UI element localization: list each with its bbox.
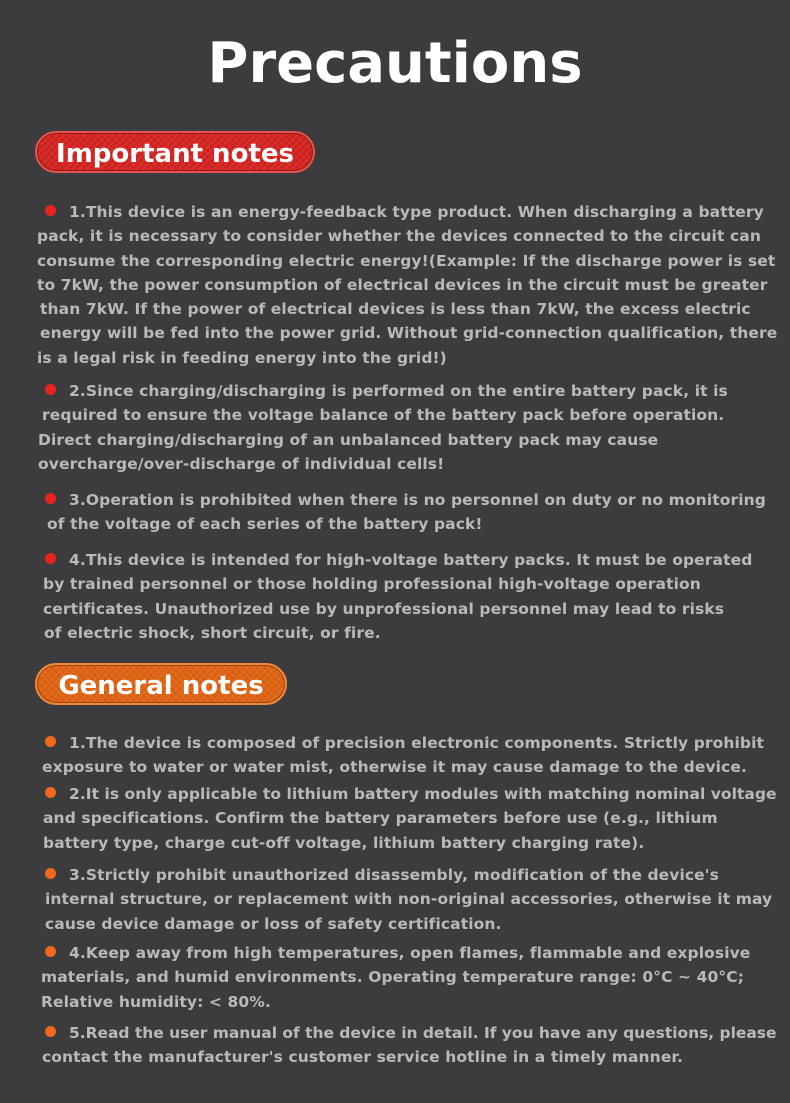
general-note-5: 5.Read the user manual of the device in detail. If you have any questions, please contact the manufacturer's customer service hotline in a timely manner.: [42, 1024, 777, 1067]
bullet-icon: [45, 1026, 56, 1037]
general-notes-badge: General notes: [35, 663, 287, 705]
page-title: Precautions: [207, 31, 583, 96]
bullet-icon: [45, 868, 56, 879]
bullet-icon: [45, 493, 56, 504]
important-note-2: 2.Since charging/discharging is performed on the entire battery pack, it is required to ensure the voltage balance of the battery pack before operation. Direct charging/discharging of an unbalanced battery pack may cause overcharge/over-discharge of individual cells!: [38, 382, 728, 473]
important-notes-badge: Important notes: [35, 131, 315, 173]
general-note-2: 2.It is only applicable to lithium battery modules with matching nominal voltage and specifications. Confirm the battery parameters before use (e.g., lithium battery type, charge cut-off voltage, lithium battery charging rate).: [43, 785, 777, 852]
bullet-icon: [45, 205, 56, 216]
general-note-4: 4.Keep away from high temperatures, open flames, flammable and explosive materials, and humid environments. Operating temperature range: 0°C ~ 40°C; Relative humidity: < 80%.: [41, 944, 751, 1011]
bullet-icon: [45, 736, 56, 747]
bullet-icon: [45, 787, 56, 798]
general-note-3: 3.Strictly prohibit unauthorized disassembly, modification of the device's internal structure, or replacement with non-original accessories, otherwise it may cause device damage or loss of safety certification.: [45, 866, 773, 933]
important-note-4: 4.This device is intended for high-voltage battery packs. It must be operated by trained personnel or those holding professional high-voltage operation certificates. Unauthorized use by unprofessional personnel may lead to risks of electric shock, short circuit, or fire.: [43, 551, 753, 642]
bullet-icon: [45, 946, 56, 957]
important-note-1: 1.This device is an energy-feedback type product. When discharging a battery pack, it is necessary to consider whether the devices connected to the circuit can consume the corresponding electric energy!(Example: If the discharge power is set to 7kW, the power consumption of electrical devices in the circuit must be greater than 7kW. If the power of electrical devices is less than 7kW, the excess electric energy will be fed into the power grid. Without grid-connection qualification, there is a legal risk in feeding energy into the grid!): [37, 203, 778, 367]
important-note-3: 3.Operation is prohibited when there is no personnel on duty or no monitoring of the voltage of each series of the battery pack!: [47, 491, 766, 534]
bullet-icon: [45, 553, 56, 564]
general-note-1: 1.The device is composed of precision electronic components. Strictly prohibit exposure to water or water mist, otherwise it may cause damage to the device.: [42, 734, 765, 777]
bullet-icon: [45, 384, 56, 395]
